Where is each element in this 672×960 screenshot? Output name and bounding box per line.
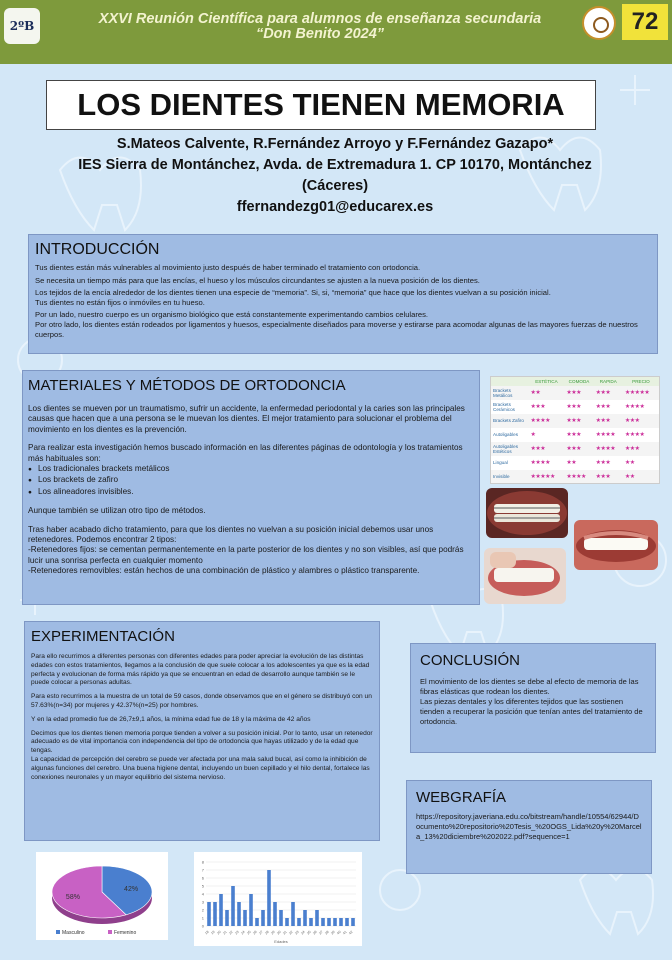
- star-rating: ★★★★: [624, 432, 645, 438]
- star-rating: ★★★: [594, 470, 623, 484]
- bar: [213, 902, 217, 926]
- experimentacion-section: [24, 621, 380, 841]
- x-tick-label: 26: [252, 929, 258, 936]
- row-label: Lingual: [493, 460, 508, 465]
- bar: [321, 918, 325, 926]
- bar: [303, 910, 307, 926]
- intro-paragraph: Por un lado, nuestro cuerpo es un organismo biológico que está constantemente experimentando cambios celulares.: [35, 310, 429, 320]
- x-tick-label: 30: [276, 929, 282, 936]
- materiales-paragraph: Aunque también se utilizan otro tipo de métodos.: [28, 506, 206, 516]
- x-tick-label: 41: [342, 929, 348, 936]
- bar: [297, 918, 301, 926]
- intro-paragraph: Se necesita un tiempo más para que las encías, el hueso y los músculos circundantes se ajusten a la nueva posición de los dientes.: [35, 275, 480, 285]
- x-tick-label: 42: [348, 929, 354, 936]
- table-header-row: [491, 377, 660, 386]
- row-label: Autoligables Estéticos: [491, 442, 529, 456]
- braces-photo: [486, 488, 568, 538]
- star-rating: ★: [530, 432, 536, 438]
- star-rating: ★★★: [566, 432, 582, 438]
- x-tick-label: 37: [318, 929, 324, 936]
- bar: [219, 894, 223, 926]
- list-item: ● Los tradicionales brackets metálicos: [28, 464, 474, 475]
- x-tick-label: 20: [216, 929, 222, 936]
- column-header: COMODA: [564, 377, 593, 386]
- conclusion-heading: CONCLUSIÓN: [420, 652, 521, 669]
- y-tick-label: 6: [201, 875, 204, 881]
- materiales-paragraph: Los dientes se mueven por un traumatismo, sufrir un accidente, la enfermedad periodontal y la caries son las principales causas que hacen que a una persona se le muevan los dientes. El mejor tratamiento para solucionar el problema del movimiento en los dientes es la prevención.: [28, 404, 465, 434]
- experimentacion-paragraph: Decimos que los dientes tienen memoria porque tienden a volver a su posición inicial. Por lo tanto, usar un retenedor adecuado es de vital importancia con independencia del tipo de ortodoncia que hayas utilizado y de la edad que tengas. La capacidad de percepción del cerebro se puede ver afectada por una mala salud bucal, así como la inhibición de algunas funciones del cerebro. Una buena higiene dental, incluyendo un buen cepillado y el hilo dental, fortalece las conexiones neuronales y un mayor equilibrio del sistema nervioso.: [31, 729, 373, 781]
- star-rating: ★★★: [529, 442, 565, 456]
- treatment-list: [28, 464, 474, 498]
- y-tick-label: 3: [201, 899, 204, 905]
- star-rating: ★★★★: [529, 414, 565, 428]
- x-tick-label: 18: [204, 929, 210, 936]
- event-line-2: “Don Benito 2024”: [255, 26, 385, 42]
- star-rating: ★★★: [564, 386, 593, 400]
- star-rating: ★★★: [566, 404, 582, 410]
- table-body: [491, 386, 660, 484]
- x-axis-label: Edades: [274, 939, 288, 944]
- list-item: ● Los alineadores invisibles.: [28, 487, 474, 498]
- row-label: Brackets Cerámicos: [493, 401, 515, 412]
- x-tick-label: 28: [264, 929, 270, 936]
- intro-paragraph: Tus dientes están más vulnerables al movimiento justo después de haber terminado el tratamiento con ortodoncia.: [35, 263, 421, 272]
- x-tick-label: 36: [312, 929, 318, 936]
- y-tick-label: 8: [201, 859, 204, 865]
- star-rating: ★★★★★: [529, 470, 565, 484]
- contact-email[interactable]: ffernandezg01@educarex.es: [236, 199, 434, 215]
- star-rating: ★★★: [564, 442, 593, 456]
- author-names: S.Mateos Calvente, R.Fernández Arroyo y F.Fernández Gazapo*: [116, 136, 554, 152]
- bar: [261, 910, 265, 926]
- star-rating: ★★★: [623, 414, 660, 428]
- bar: [231, 886, 235, 926]
- bar: [351, 918, 355, 926]
- x-tick-label: 35: [306, 929, 312, 936]
- y-tick-label: 7: [201, 867, 204, 873]
- star-rating: ★★★★: [624, 404, 645, 410]
- column-header: RAPIDA: [594, 377, 623, 386]
- star-rating: ★★★: [594, 386, 623, 400]
- bar-chart-svg: [194, 852, 362, 946]
- star-rating: ★★: [529, 386, 565, 400]
- introduccion-heading: INTRODUCCIÓN: [35, 241, 160, 258]
- age-bar-chart: [194, 852, 362, 946]
- affiliation: IES Sierra de Montánchez, Avda. de Extremadura 1. CP 10170, Montánchez: [78, 157, 592, 173]
- x-tick-label: 27: [258, 929, 264, 936]
- legend-label: Masculino: [62, 930, 85, 936]
- x-tick-label: 39: [330, 929, 336, 936]
- pie-chart-svg: [36, 852, 168, 940]
- author-block: [40, 134, 630, 218]
- aligner-photo: [484, 548, 566, 604]
- column-header: PRECIO: [623, 377, 660, 386]
- x-tick-label: 40: [336, 929, 342, 936]
- conclusion-paragraph: El movimiento de los dientes se debe al efecto de memoria de las fibras elásticas que rodean los dientes.: [420, 677, 639, 696]
- row-label: Brackets Metálicos: [491, 386, 529, 400]
- legend-swatch: [108, 930, 112, 934]
- webgrafia-section: [406, 780, 652, 874]
- star-rating: ★★★: [595, 460, 611, 466]
- x-tick-label: 38: [324, 929, 330, 936]
- x-tick-label: 33: [294, 929, 300, 936]
- smile-photo: [574, 520, 658, 570]
- star-rating: ★★★★: [564, 470, 593, 484]
- star-rating: ★★★: [564, 414, 593, 428]
- x-tick-label: 23: [234, 929, 240, 936]
- x-tick-label: 29: [270, 929, 276, 936]
- event-title: [60, 12, 580, 42]
- x-tick-label: 31: [282, 929, 288, 936]
- experimentacion-paragraph: Para ello recurrimos a diferentes personas con diferentes edades para poder apreciar la evolución de las distintas edades con estos tratamientos, llegamos a la conclusión de que suele colocar a los adolescentes ya que es la edad perfecta y evolucionan de forma más rápido ya que se encuentran en edad de desarrollo aunque también se le puede colocar a personas adultas.: [31, 653, 370, 687]
- table-corner: [491, 377, 529, 386]
- table-row: [491, 442, 660, 456]
- row-label: Invisible: [491, 470, 529, 484]
- bar: [291, 902, 295, 926]
- bar: [255, 918, 259, 926]
- reference-link[interactable]: https://repository.javeriana.edu.co/bitstream/handle/10554/62944/Documento%20repositorio%20Tesis_%20OGS_Lida%20y%20Marcela_13%20diciembre%202022.pdf?sequence=1: [416, 812, 642, 841]
- y-tick-label: 1: [201, 915, 204, 921]
- x-tick-label: 21: [222, 929, 228, 936]
- materiales-paragraph: -Retenedores removibles: están hechos de una combinación de plástico y alambres o plástico transparente.: [28, 566, 420, 576]
- star-rating: ★★★: [623, 442, 660, 456]
- table-row: [491, 400, 660, 414]
- bar: [249, 894, 253, 926]
- orthodontics-comparison-table: [490, 376, 660, 484]
- star-rating: ★★★: [595, 404, 611, 410]
- table-row: [491, 470, 660, 484]
- star-rating: ★★★★★: [623, 386, 660, 400]
- conclusion-section: [410, 643, 656, 753]
- conclusion-paragraph: Las piezas dentales y los diferentes tejidos que las sostienen tienden a recuperar la posición que tenían antes del tratamiento de ortodoncia.: [420, 697, 643, 726]
- event-seal-logo: [582, 6, 616, 40]
- bar: [279, 910, 283, 926]
- introduccion-section: [28, 234, 658, 354]
- bar: [225, 910, 229, 926]
- legend-label: Femenino: [114, 930, 137, 936]
- table-row: [491, 386, 660, 400]
- bar: [243, 910, 247, 926]
- table-row: [491, 414, 660, 428]
- bar: [339, 918, 343, 926]
- bar: [315, 910, 319, 926]
- intro-paragraph: Tus dientes no están fijos o inmóviles en tu hueso.: [35, 297, 205, 307]
- x-tick-label: 34: [300, 929, 306, 936]
- x-tick-label: 22: [228, 929, 234, 936]
- legend-swatch: [56, 930, 60, 934]
- bar: [267, 870, 271, 926]
- bar: [327, 918, 331, 926]
- materiales-paragraph: Tras haber acabado dicho tratamiento, para que los dientes no vuelvan a su posición inicial debemos usar unos retenedores. Podemos encontrar 2 tipos:: [28, 524, 434, 545]
- x-tick-label: 19: [210, 929, 216, 936]
- bar: [345, 918, 349, 926]
- materiales-heading: MATERIALES Y MÉTODOS DE ORTODONCIA: [28, 377, 346, 394]
- x-tick-label: 32: [288, 929, 294, 936]
- star-rating: ★★★★: [530, 460, 551, 466]
- materiales-section: [22, 370, 480, 605]
- poster-number-badge: 72: [622, 4, 668, 40]
- table-row: [491, 428, 660, 442]
- materiales-paragraph: -Retenedores fijos: se cementan permanentemente en la parte posterior de los dientes y no son visibles, así que podrás lucir una sonrisa perfecta en cualquier momento: [28, 545, 464, 565]
- y-tick-label: 2: [201, 907, 204, 913]
- gender-pie-chart: [36, 852, 168, 940]
- y-tick-label: 0: [201, 923, 204, 929]
- star-rating: ★★★: [594, 414, 623, 428]
- column-header: ESTÉTICA: [529, 377, 565, 386]
- x-tick-label: 25: [246, 929, 252, 936]
- star-rating: ★★: [566, 460, 577, 466]
- experimentacion-paragraph: Y en la edad promedio fue de 26,7±9,1 años, la mínima edad fue de 18 y la máxima de 42 años: [31, 715, 311, 723]
- star-rating: ★★★★: [594, 442, 623, 456]
- intro-paragraph: Por otro lado, los dientes están rodeados por ligamentos y huesos, especialmente diseñados para moverse y estirarse para acomodar algunas de las mayores fuerzas de nuestros cuerpos.: [35, 319, 638, 339]
- pie-value-label: 42%: [124, 886, 139, 894]
- y-tick-label: 4: [201, 891, 204, 897]
- star-rating: ★★★: [530, 404, 546, 410]
- bar: [285, 918, 289, 926]
- experimentacion-paragraph: Para esto recurrimos a la muestra de un total de 59 casos, donde observamos que en el género se distribuyó con un 57.63%(n=34) por mujeres y 42.37%(n=25) por hombres.: [31, 693, 372, 709]
- bar: [333, 918, 337, 926]
- event-line-1: XXVI Reunión Científica para alumnos de enseñanza secundaria: [98, 11, 542, 27]
- bar: [237, 902, 241, 926]
- row-label: Autoligables: [493, 432, 519, 437]
- school-logo: 2ºB: [4, 8, 40, 44]
- row-label: Brackets Zafiro: [491, 414, 529, 428]
- star-rating: ★★★★: [595, 432, 616, 438]
- intro-paragraph: Los tejidos de la encía alrededor de los dientes tienen una especie de “memoria”. Si, si, “memoria” que hace que los dientes vuelvan a su posición inicial.: [35, 288, 551, 298]
- bar: [207, 902, 211, 926]
- materiales-paragraph: Para realizar esta investigación hemos buscado información en las diferentes páginas de odontología y los tratamientos más habituales son:: [28, 443, 463, 463]
- x-tick-label: 24: [240, 929, 246, 936]
- list-item: ● Los brackets de zafiro: [28, 475, 474, 486]
- experimentacion-heading: EXPERIMENTACIÓN: [31, 628, 175, 645]
- bar: [273, 902, 277, 926]
- webgrafia-heading: WEBGRAFÍA: [416, 789, 507, 806]
- y-tick-label: 5: [201, 883, 204, 889]
- table-row: [491, 456, 660, 470]
- star-rating: ★★: [623, 470, 660, 484]
- pie-value-label: 58%: [65, 893, 80, 901]
- bar: [309, 918, 313, 926]
- star-rating: ★★: [624, 460, 635, 466]
- poster-title: LOS DIENTES TIENEN MEMORIA: [46, 80, 596, 130]
- affiliation-region: (Cáceres): [301, 178, 369, 194]
